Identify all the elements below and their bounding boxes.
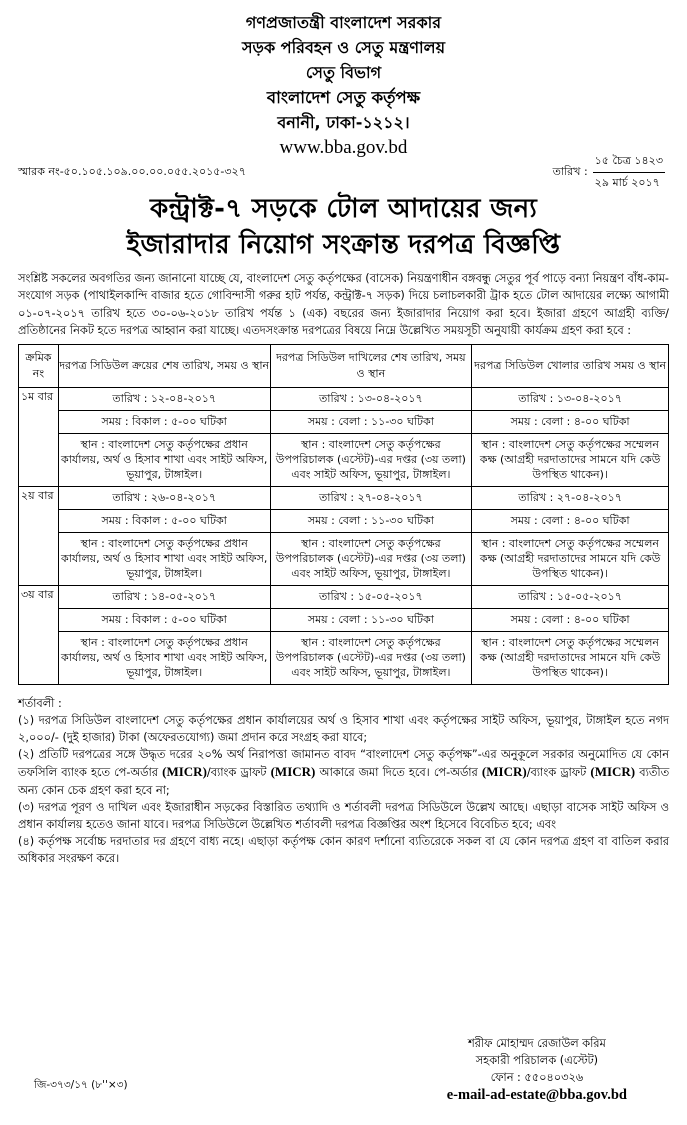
conditions-section (18, 695, 669, 868)
footer-reference: জি-৩৭৩/১৭ (৮''×৩) (34, 1079, 128, 1091)
open-date: তারিখ : ১৩-০৪-২০১৭ (472, 387, 669, 410)
signatory-email-link[interactable]: e-mail-ad-estate@bba.gov.bd (446, 1087, 627, 1103)
micr-code: (MICR) (481, 764, 527, 780)
condition-2-text: /ব্যাংক ড্রাফট (526, 766, 587, 780)
serial-cell: ১ম বার (19, 387, 59, 486)
open-time: সময় : বেলা : ৪-০০ ঘটিকা (472, 608, 669, 631)
open-place: স্থান : বাংলাদেশ সেতু কর্তৃপক্ষের সম্মেলন কক্ষ (আগ্রহী দরদাতাদের সামনে যদি কেউ উপস্থিত থাকেন)। (472, 433, 669, 486)
purchase-time: সময় : বিকাল : ৫-০০ ঘটিকা (58, 509, 270, 532)
division-name: সেতু বিভাগ (305, 63, 382, 82)
table-header-row (19, 344, 669, 387)
condition-2-text: আকারে জমা দিতে হবে। পে-অর্ডার (319, 766, 478, 780)
table-row (19, 608, 669, 631)
table-row (19, 433, 669, 486)
date-english: ২৯ মার্চ ২০১৭ (594, 176, 660, 189)
table-row (19, 532, 669, 585)
condition-2-text: /ব্যাংক ড্রাফট (206, 766, 267, 780)
conditions-heading: শর্তাবলী : (18, 696, 62, 710)
schedule-table (18, 344, 669, 685)
purchase-date: তারিখ : ১২-০৪-২০১৭ (58, 387, 270, 410)
purchase-time: সময় : বিকাল : ৫-০০ ঘটিকা (58, 410, 270, 433)
condition-3: (৩) দরপত্র পূরণ ও দাখিল এবং ইজারাধীন সড়কের বিস্তারিত তথ্যাদি ও শর্তাবলী দরপত্র সিডিউলে উল্লেখ আছে। এছাড়া বাসেক সাইট অফিস ও প্রধান কার্যালয় হতেও জানা যাবে। দরপত্র সিডিউলে উল্লেখিত শর্তাবলী দরপত্র বিজ্ঞপ্তির অংশ হিসেবে বিবেচিত হবে; এবং (18, 800, 669, 832)
purchase-date: তারিখ : ১৪-০৫-২০১৭ (58, 585, 270, 608)
government-name: গণপ্রজাতন্ত্রী বাংলাদেশ সরকার (245, 13, 442, 32)
purchase-place: স্থান : বাংলাদেশ সেতু কর্তৃপক্ষের প্রধান কার্যালয়, অর্থ ও হিসাব শাখা এবং সাইট অফিস, ভূয়াপুর, টাঙ্গাইল। (58, 532, 270, 585)
purchase-place: স্থান : বাংলাদেশ সেতু কর্তৃপক্ষের প্রধান কার্যালয়, অর্থ ও হিসাব শাখা এবং সাইট অফিস, ভূয়াপুর, টাঙ্গাইল। (58, 433, 270, 486)
submit-date: তারিখ : ১৩-০৪-২০১৭ (270, 387, 472, 410)
micr-code: (MICR) (270, 764, 316, 780)
table-row (19, 631, 669, 684)
micr-code: (MICR) (590, 764, 636, 780)
authority-address: বনানী, ঢাকা-১২১২। (277, 113, 410, 132)
condition-1: (১) দরপত্র সিডিউল বাংলাদেশ সেতু কর্তৃপক্ষের প্রধান কার্যালয়ের অর্থ ও হিসাব শাখা এবং কর্তৃপক্ষের সাইট অফিস, ভূয়াপুর, টাঙ্গাইল হতে নগদ ২,০০০/- (দুই হাজার) টাকা (অফেরতযোগ্য) জমা প্রদান করে সংগ্রহ করা যাবে; (18, 713, 669, 745)
signatory-designation: সহকারী পরিচালক (এস্টেট) (475, 1054, 599, 1067)
memo-number: স্মারক নং-৫০.১০৫.১০৯.০০.০০.০৫৫.২০১৫-৩২৭ (18, 165, 246, 178)
submit-time: সময় : বেলা : ১১-৩০ ঘটিকা (270, 410, 472, 433)
serial-cell: ৩য় বার (19, 585, 59, 684)
header-submit: দরপত্র সিডিউল দাখিলের শেষ তারিখ, সময় ও স্থান (270, 344, 472, 387)
date-label: তারিখ : (552, 165, 588, 178)
header-serial: ক্রমিক নং (19, 344, 59, 387)
signature-block (447, 1035, 627, 1104)
signatory-phone: ফোন : ৫৫০৪০৩২৬ (490, 1071, 584, 1084)
table-row (19, 410, 669, 433)
condition-2-text: (২) প্রতিটি দরপত্রের সঙ্গে উদ্ধৃত দরের ২০% অর্থ নিরাপত্তা জামানত বাবদ “বাংলাদেশ সেতু কর্তৃপক্ষ”-এর অনুকূলে সরকার অনুমোদিত যে কোন তফসিলি ব্যাংক হতে পে-অর্ডার (18, 748, 669, 780)
condition-4: (৪) কর্তৃপক্ষ সর্বোচ্চ দরদাতার দর গ্রহণে বাধ্য নহে। এছাড়া কর্তৃপক্ষ কোন কারণ দর্শানো ব্যতিরেকে সকল বা যে কোন দরপত্র গ্রহণ বা বাতিল করার অধিকার সংরক্ষণ করে। (18, 835, 669, 866)
submit-time: সময় : বেলা : ১১-৩০ ঘটিকা (270, 608, 472, 631)
serial-cell: ২য় বার (19, 486, 59, 585)
header-open: দরপত্র সিডিউল খোলার তারিখ সময় ও স্থান (472, 344, 669, 387)
authority-name: বাংলাদেশ সেতু কর্তৃপক্ষ (266, 88, 421, 107)
submit-time: সময় : বেলা : ১১-৩০ ঘটিকা (270, 509, 472, 532)
notice-title-line2: ইজারাদার নিয়োগ সংক্রান্ত দরপত্র বিজ্ঞপ্তি (126, 230, 561, 260)
website-link[interactable]: www.bba.gov.bd (279, 137, 408, 158)
ministry-name: সড়ক পরিবহন ও সেতু মন্ত্রণালয় (241, 38, 446, 57)
purchase-date: তারিখ : ২৬-০৪-২০১৭ (58, 486, 270, 509)
condition-2-text: ব্যতীত অন্য কোন চেক গ্রহণ করা হবে না; (18, 766, 670, 797)
reference-row (18, 154, 669, 189)
date-bangla: ১৫ চৈত্র ১৪২৩ (593, 152, 665, 173)
date-block (553, 152, 665, 193)
submit-place: স্থান : বাংলাদেশ সেতু কর্তৃপক্ষের উপপরিচালক (এস্টেট)-এর দপ্তর (৩য় তলা) এবং সাইট অফিস, ভূয়াপুর, টাঙ্গাইল। (270, 433, 472, 486)
notice-title (18, 190, 669, 264)
open-date: তারিখ : ২৭-০৪-২০১৭ (472, 486, 669, 509)
submit-place: স্থান : বাংলাদেশ সেতু কর্তৃপক্ষের উপপরিচালক (এস্টেট)-এর দপ্তর (৩য় তলা) এবং সাইট অফিস, ভূয়াপুর, টাঙ্গাইল। (270, 532, 472, 585)
open-time: সময় : বেলা : ৪-০০ ঘটিকা (472, 410, 669, 433)
open-place: স্থান : বাংলাদেশ সেতু কর্তৃপক্ষের সম্মেলন কক্ষ (আগ্রহী দরদাতাদের সামনে যদি কেউ উপস্থিত থাকেন)। (472, 631, 669, 684)
table-row (19, 585, 669, 608)
table-row (19, 486, 669, 509)
submit-date: তারিখ : ১৫-০৫-২০১৭ (270, 585, 472, 608)
open-time: সময় : বেলা : ৪-০০ ঘটিকা (472, 509, 669, 532)
purchase-place: স্থান : বাংলাদেশ সেতু কর্তৃপক্ষের প্রধান কার্যালয়, অর্থ ও হিসাব শাখা এবং সাইট অফিস, ভূয়াপুর, টাঙ্গাইল। (58, 631, 270, 684)
open-place: স্থান : বাংলাদেশ সেতু কর্তৃপক্ষের সম্মেলন কক্ষ (আগ্রহী দরদাতাদের সামনে যদি কেউ উপস্থিত থাকেন)। (472, 532, 669, 585)
header-purchase: দরপত্র সিডিউল ক্রয়ের শেষ তারিখ, সময় ও স্থান (58, 344, 270, 387)
signatory-name: শরীফ মোহাম্মদ রেজাউল করিম (467, 1037, 606, 1050)
submit-date: তারিখ : ২৭-০৪-২০১৭ (270, 486, 472, 509)
micr-code: (MICR) (162, 764, 207, 780)
letterhead (18, 10, 669, 160)
table-row (19, 387, 669, 410)
purchase-time: সময় : বিকাল : ৫-০০ ঘটিকা (58, 608, 270, 631)
intro-paragraph: সংশ্লিষ্ট সকলের অবগতির জন্য জানানো যাচ্ছে যে, বাংলাদেশ সেতু কর্তৃপক্ষের (বাসেক) নিয়ন্ত্রণাধীন বঙ্গবন্ধু সেতুর পূর্ব পাড়ে বন্যা নিয়ন্ত্রণ বাঁধ-কাম-সংযোগ সড়ক (পাথাইলকান্দি বাজার হতে গোবিন্দাসী গরুর হাট পর্যন্ত, কন্ট্রাক্ট-৭ সড়ক) দিয়ে চলাচলকারী ট্রাক হতে টোল আদায়ের লক্ষ্যে আগামী ০১-০৭-২০১৭ তারিখ হতে ৩০-০৬-২০১৮ তারিখ পর্যন্ত ১ (এক) বছরের জন্য ইজারাদার নিয়োগ করা হবে। ইজারা গ্রহণে আগ্রহী ব্যক্তি/প্রতিষ্ঠানের নিকট হতে দরপত্র আহ্বান করা যাচ্ছে। এতদসংক্রান্ত দরপত্রের বিষয়ে নিম্নে উল্লেখিত সময়সূচী অনুযায়ী কার্যক্রম গ্রহণ করা হবে : (18, 272, 669, 338)
table-row (19, 509, 669, 532)
submit-place: স্থান : বাংলাদেশ সেতু কর্তৃপক্ষের উপপরিচালক (এস্টেট)-এর দপ্তর (৩য় তলা) এবং সাইট অফিস, ভূয়াপুর, টাঙ্গাইল। (270, 631, 472, 684)
open-date: তারিখ : ১৫-০৫-২০১৭ (472, 585, 669, 608)
condition-2 (18, 746, 669, 799)
notice-title-line1: কন্ট্রাক্ট-৭ সড়কে টোল আদায়ের জন্য (149, 194, 538, 224)
